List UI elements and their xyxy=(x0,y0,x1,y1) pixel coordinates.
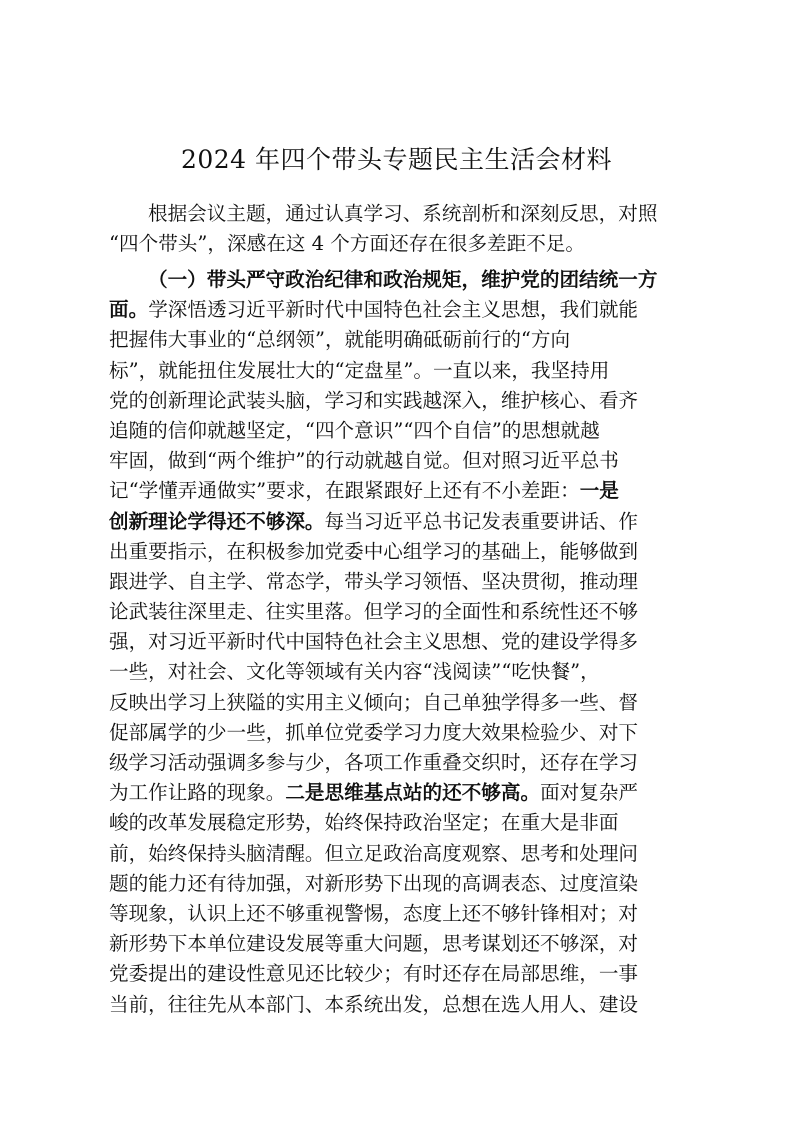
section-1-heading-end: 面。 xyxy=(109,298,149,322)
paragraph-line: 等现象，认识上还不够重视警惕，态度上还不够针锋相对；对 xyxy=(109,901,639,925)
section-1-paragraph xyxy=(109,265,709,1020)
section-1-heading xyxy=(109,265,709,295)
paragraph-line: 促部属学的少一些，抓单位党委学习力度大效果检验少、对下 xyxy=(109,720,639,744)
paragraph-line xyxy=(109,295,709,325)
paragraph-line: 当前，往往先从本部门、本系统出发，总想在选人用人、建设 xyxy=(109,992,639,1016)
paragraph-line: 党的创新理论武装头脑，学习和实践越深入，维护核心、看齐 xyxy=(109,388,639,412)
point-1-heading: 创新理论学得还不够深。 xyxy=(109,509,325,533)
paragraph-text: 学深悟透习近平新时代中国特色社会主义思想，我们就能 xyxy=(148,298,639,322)
paragraph-text: 每当习近平总书记发表重要讲话、作 xyxy=(324,509,639,533)
paragraph-line: 级学习活动强调多参与少，各项工作重叠交织时，还存在学习 xyxy=(109,751,639,774)
paragraph-line: 一些，对社会、文化等领域有关内容“浅阅读”“吃快餐”， xyxy=(109,660,600,684)
section-1-heading-text: （一）带头严守政治纪律和政治规矩，维护党的团结统一方 xyxy=(148,268,658,291)
intro-line-1: 根据会议主题，通过认真学习、系统剖析和深刻反思，对照 xyxy=(148,202,658,225)
paragraph-line: 强，对习近平新时代中国特色社会主义思想、党的建设学得多 xyxy=(109,630,639,654)
paragraph-line: 峻的改革发展稳定形势，始终保持政治坚定；在重大是非面 xyxy=(109,811,619,835)
intro-line-2: “四个带头”，深感在这 4 个方面还存在很多差距不足。 xyxy=(109,232,586,256)
paragraph-line: 题的能力还有待加强，对新形势下出现的高调表态、过度渲染 xyxy=(109,871,639,895)
paragraph-text: 记“学懂弄通做实”要求，在跟紧跟好上还有不小差距： xyxy=(109,479,580,503)
paragraph-line: 论武装往深里走、往实里落。但学习的全面性和系统性还不够 xyxy=(109,600,639,624)
paragraph-text: 面对复杂严 xyxy=(540,781,639,805)
intro-paragraph xyxy=(109,199,709,259)
paragraph-text: 为工作让路的现象。 xyxy=(109,781,286,805)
paragraph-line: 跟进学、自主学、常态学，带头学习领悟、坚决贯彻，推动理 xyxy=(109,569,639,593)
point-1-label: 一是 xyxy=(579,479,619,503)
paragraph-line xyxy=(109,507,709,537)
paragraph-line: 新形势下本单位建设发展等重大问题，思考谋划还不够深，对 xyxy=(109,932,639,956)
paragraph-line: 党委提出的建设性意见还比较少；有时还存在局部思维，一事 xyxy=(109,962,639,986)
point-2-heading: 二是思维基点站的还不够高。 xyxy=(285,781,541,805)
paragraph-line: 标”，就能扭住发展壮大的“定盘星”。一直以来，我坚持用 xyxy=(109,358,610,382)
paragraph-line: 前，始终保持头脑清醒。但立足政治高度观察、思考和处理问 xyxy=(109,841,639,865)
paragraph-line: 出重要指示，在积极参加党委中心组学习的基础上，能够做到 xyxy=(109,539,639,563)
document-title: 2024 年四个带头专题民主生活会材料 xyxy=(180,145,613,174)
paragraph-line: 追随的信仰就越坚定，“四个意识”“四个自信”的思想就越 xyxy=(109,418,600,442)
paragraph-line xyxy=(109,476,709,506)
paragraph-line: 牢固，做到“两个维护”的行动就越自觉。但对照习近平总书 xyxy=(109,449,619,473)
paragraph-line: 反映出学习上狭隘的实用主义倾向；自己单独学得多一些、督 xyxy=(109,690,639,714)
paragraph-line xyxy=(109,778,709,808)
paragraph-line: 把握伟大事业的“总纲领”，就能明确砥砺前行的“方向 xyxy=(109,328,571,352)
